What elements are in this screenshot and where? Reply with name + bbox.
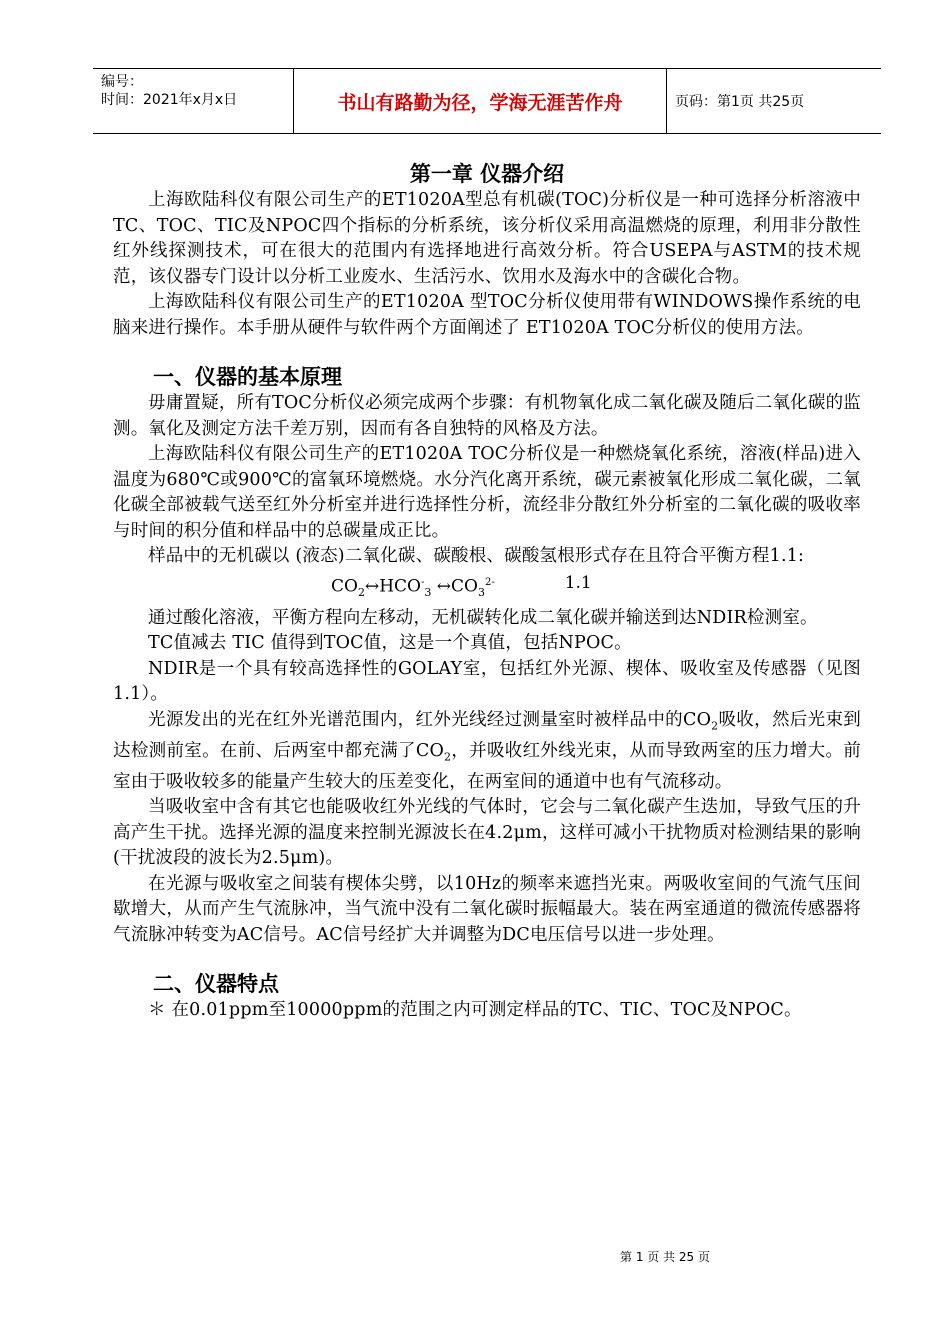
equation-number: 1.1 (564, 572, 592, 593)
section-title-features: 二、仪器特点 (153, 972, 279, 997)
intro-paragraph-1: 上海欧陆科仪有限公司生产的ET1020A型总有机碳(TOC)分析仪是一种可选择分析溶液中TC、TOC、TIC及NPOC四个指标的分析系统，该分析仪采用高温燃烧的原理，利用非分散性红外线探测技术，可在很大的范围内有选择地进行高效分析。符合USEPA与ASTM的技术规范，该仪器专门设计以分析工业废水、生活污水、饮用水及海水中的含碳化合物。 (113, 190, 861, 287)
page-header (93, 68, 881, 134)
header-motto: 书山有路勤为径，学海无涯苦作舟 (293, 69, 667, 133)
chapter-title: 第一章 仪器介绍 (409, 162, 565, 186)
principle-paragraph-5: TC值减去 TIC 值得到TOC值，这是一个真值，包括NPOC。 (148, 633, 632, 654)
intro-paragraph-2: 上海欧陆科仪有限公司生产的ET1020A 型TOC分析仪使用带有WINDOWS操作系统的电脑来进行操作。本手册从硬件与软件两个方面阐述了 ET1020A TOC分析仪的使用方法。 (113, 292, 861, 338)
equation-formula: $CO_2\leftrightarrow HCO^-_3$ $\leftrightarrow CO_3^{2-}$ (331, 576, 495, 599)
time-label: 时间：2021年x月x日 (101, 92, 238, 108)
principle-paragraph-6: NDIR是一个具有较高选择性的GOLAY室，包括红外光源、楔体、吸收室及传感器（见图1.1）。 (113, 658, 861, 705)
principle-paragraph-3: 样品中的无机碳以 (液态)二氧化碳、碳酸根、碳酸氢根形式存在且符合平衡方程1.1: (148, 546, 805, 566)
principle-paragraph-1: 毋庸置疑，所有TOC分析仪必须完成两个步骤：有机物氧化成二氧化碳及随后二氧化碳的监测。氧化及测定方法千差万别，因而有各自独特的风格及方法。 (113, 393, 861, 439)
document-body (113, 160, 861, 1024)
principle-paragraph-7: 光源发出的光在红外光谱范围内，红外光线经过测量室时被样品中的$CO_2$吸收，然后光束到达检测前室。在前、后两室中都充满了$CO_2$，并吸收红外线光束，从而导致两室的压力增大。前室由于吸收较多的能量产生较大的压差变化，在两室间的通道中也有气流移动。 (113, 709, 861, 792)
section-title-principle: 一、仪器的基本原理 (153, 365, 342, 389)
principle-paragraph-9: 在光源与吸收室之间装有楔体尖劈，以10Hz的频率来遮挡光束。两吸收室间的气流气压间歇增大，从而产生气流脉冲，当气流中没有二氧化碳时振幅最大。装在两室通道的微流传感器将气流脉冲转变为AC信号。AC信号经扩大并调整为DC电压信号以进一步处理。 (113, 873, 861, 945)
page-footer: 第 1 页 共 25 页 (620, 1250, 710, 1264)
principle-paragraph-2: 上海欧陆科仪有限公司生产的ET1020A TOC分析仪是一种燃烧氧化系统，溶液(样品)进入温度为680℃或900℃的富氧环境燃烧。水分汽化离开系统，碳元素被氧化形成二氧化碳，二氧化碳全部被载气送至红外分析室并进行选择性分析，流经非分散红外分析室的二氧化碳的吸收率与时间的积分值和样品中的总碳量成正比。 (113, 444, 861, 541)
features-paragraph-1: ＊ 在0.01ppm至10000ppm的范围之内可测定样品的TC、TIC、TOC及NPOC。 (148, 1000, 802, 1021)
equation-1-1 (113, 570, 861, 606)
principle-paragraph-8: 当吸收室中含有其它也能吸收红外光线的气体时，它会与二氧化碳产生迭加，导致气压的升高产生干扰。选择光源的温度来控制光源波长在4.2μm，这样可减小干扰物质对检测结果的影响(干扰波段的波长为2.5μm)。 (113, 797, 861, 869)
principle-paragraph-4: 通过酸化溶液，平衡方程向左移动，无机碳转化成二氧化碳并输送到达NDIR检测室。 (148, 607, 818, 628)
header-page-number: 页码：第1页 共25页 (675, 94, 805, 110)
serial-label: 编号： (101, 74, 143, 90)
header-meta (93, 69, 293, 133)
